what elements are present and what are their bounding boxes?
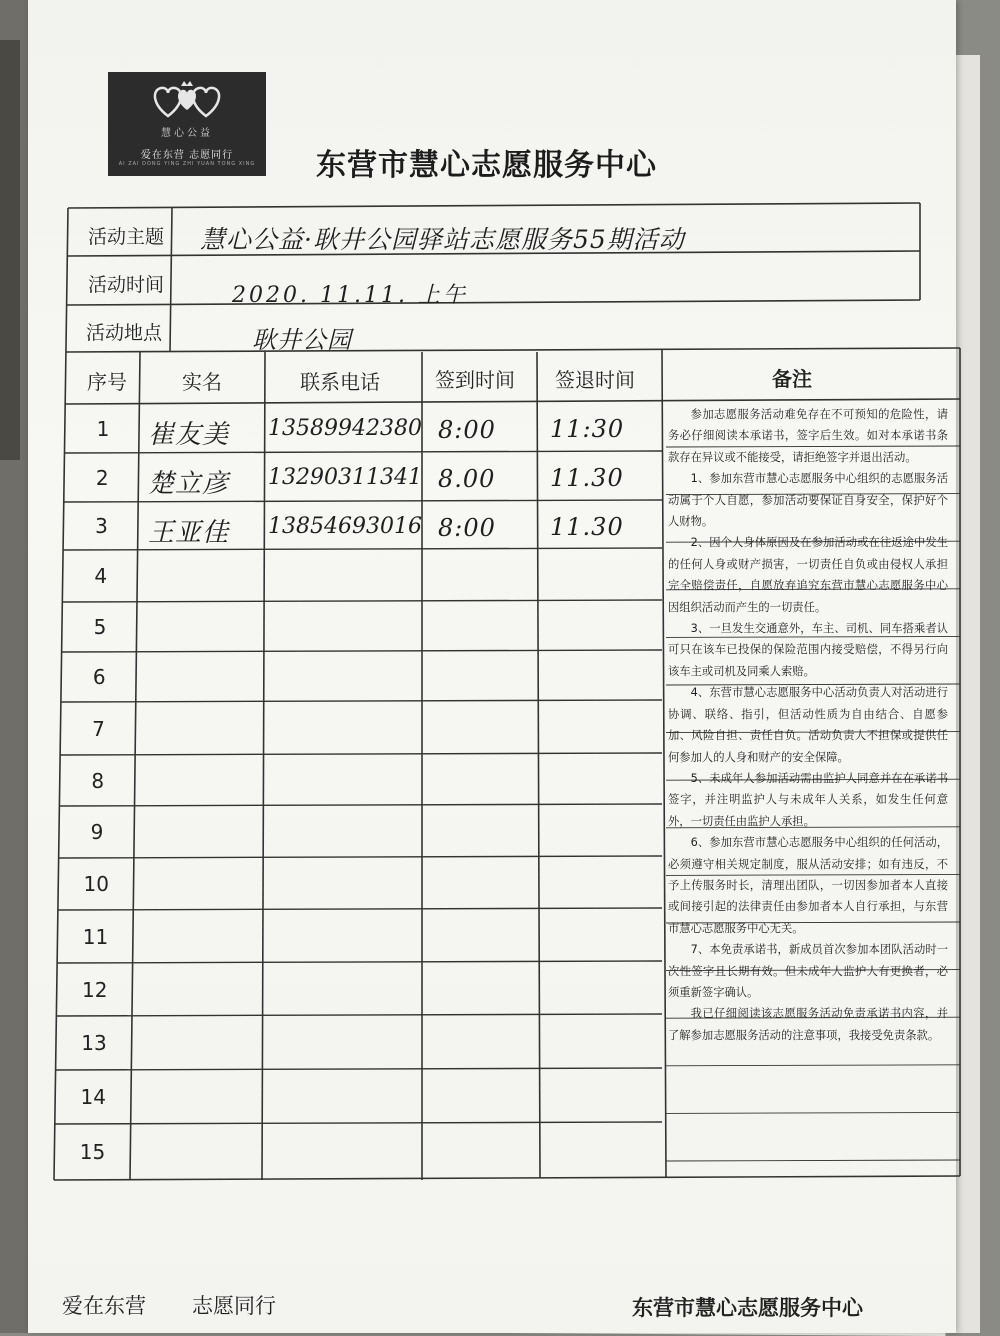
col-header-remarks: 备注: [772, 367, 812, 391]
row-divider: [61, 700, 663, 702]
place-label: 活动地点: [86, 322, 163, 344]
row-divider: [61, 650, 662, 652]
row-number: 13: [81, 1031, 107, 1055]
col-header-signout: 签退时间: [555, 368, 635, 392]
row-divider: [60, 753, 662, 755]
col-header-no: 序号: [87, 370, 127, 394]
signin-time: 8:00: [438, 416, 496, 444]
row-number: 9: [90, 820, 104, 844]
row-divider: [59, 804, 662, 806]
logo-name: 慧心公益: [161, 128, 213, 139]
footer-slogan-2: 志愿同行: [192, 1294, 276, 1318]
theme-label: 活动主题: [88, 226, 165, 248]
disclaimer-paragraph: 2、因个人身体原因及在参加活动或在往返途中发生的任何人身或财产损害，一切责任自负或由侵权人承担完全赔偿责任，自愿放弃追究东营市慧心志愿服务中心因组织活动而产生的一切责任。: [668, 536, 948, 614]
signin-time: 8.00: [438, 465, 496, 493]
time-label: 活动时间: [88, 274, 165, 296]
row-divider: [58, 856, 662, 858]
remarks-divider: [666, 1160, 960, 1161]
remarks-divider: [666, 1112, 960, 1113]
row-divider: [57, 961, 662, 963]
row-divider: [64, 500, 663, 502]
disclaimer-text: [668, 404, 948, 1046]
disclaimer-paragraph: 3、一旦发生交通意外，车主、司机、同车搭乘者认可只在该车已投保的保险范围内接受赔偿，不得另行向该车主或司机及同乘人索赔。: [668, 622, 948, 678]
footer-organization: 东营市慧心志愿服务中心: [632, 1296, 863, 1320]
place-value: 耿井公园: [252, 326, 352, 354]
col-header-signin: 签到时间: [435, 368, 515, 392]
footer-slogan-1: 爱在东营: [62, 1294, 146, 1318]
page-title: 东营市慧心志愿服务中心: [316, 148, 657, 183]
row-divider: [55, 1122, 663, 1124]
disclaimer-paragraph: 参加志愿服务活动难免存在不可预知的危险性，请务必仔细阅读本承诺书，签字后生效。如对本承诺书条款存在异议或不能接受，请拒绝签字并退出活动。: [668, 408, 948, 464]
row-number: 6: [92, 665, 106, 689]
row-divider: [55, 1068, 662, 1070]
disclaimer-paragraph: 6、参加东营市慧心志愿服务中心组织的任何活动，必须遵守相关规定制度，服从活动安排；如有违反，不予上传服务时长，清理出团队，一切因参加者本人直接或间接引起的法律责任由参加者本人自行承担，与东营市慧心志愿服务中心无关。: [668, 836, 948, 935]
row-number: 3: [95, 514, 108, 538]
row-number: 10: [83, 872, 109, 896]
col-header-phone: 联系电话: [300, 370, 380, 394]
row-divider: [56, 1014, 662, 1016]
row-number: 11: [82, 924, 109, 949]
disclaimer-paragraph: 4、东营市慧心志愿服务中心活动负责人对活动进行协调、联络、指引，但活动性质为自由结合、自愿参加、风险自担、责任自负。活动负责人不担保或提供任何参加人的人身和财产的安全保障。: [668, 686, 948, 764]
signer-name: 崔友美: [148, 420, 230, 450]
row-number: 12: [82, 977, 108, 1002]
row-number: 14: [80, 1085, 106, 1109]
signout-time: 11.30: [550, 513, 624, 541]
signer-phone: 13589942380: [268, 416, 422, 441]
remarks-divider: [666, 1065, 960, 1066]
disclaimer-paragraph: 7、本免责承诺书，新成员首次参加本团队活动时一次性签字且长期有效。但未成年人监护人有更换者，必须重新签字确认。: [668, 943, 948, 999]
row-number: 8: [91, 768, 105, 793]
disclaimer-paragraph: 1、参加东营市慧心志愿服务中心组织的志愿服务活动属于个人自愿，参加活动要保证自身安全，保护好个人财物。: [668, 472, 948, 529]
row-number: 7: [92, 716, 105, 741]
signer-name: 楚立彦: [148, 469, 230, 499]
signer-phone: 13290311341: [268, 465, 422, 490]
disclaimer-paragraph: 我已仔细阅读该志愿服务活动免责承诺书内容，并了解参加志愿服务活动的注意事项，我接受免责条款。: [668, 1007, 948, 1042]
signin-time: 8:00: [438, 514, 496, 542]
row-divider: [62, 600, 662, 602]
signer-name: 王亚佳: [148, 518, 230, 548]
row-number: 5: [93, 615, 107, 639]
signer-phone: 13854693016: [268, 514, 422, 539]
row-divider: [58, 908, 663, 910]
theme-value: 慧心公益·耿井公园驿站志愿服务55期活动: [200, 225, 685, 254]
logo-pinyin: AI ZAI DONG YING ZHI YUAN TONG XING: [118, 161, 256, 167]
time-value: 2020. 11.11. 上午: [232, 283, 468, 308]
col-header-name: 实名: [182, 370, 222, 394]
row-number: 15: [79, 1140, 106, 1164]
row-divider: [64, 451, 662, 453]
signout-time: 11.30: [550, 464, 624, 492]
row-number: 2: [95, 465, 109, 490]
disclaimer-paragraph: 5、未成年人参加活动需由监护人同意并在在承诺书签字，并注明监护人与未成年人关系，如发生任何意外，一切责任由监护人承担。: [668, 771, 948, 828]
row-number: 1: [96, 416, 110, 441]
row-number: 4: [94, 564, 108, 588]
logo-slogan: 爱在东营 志愿同行: [140, 150, 234, 161]
signout-time: 11:30: [550, 415, 625, 443]
